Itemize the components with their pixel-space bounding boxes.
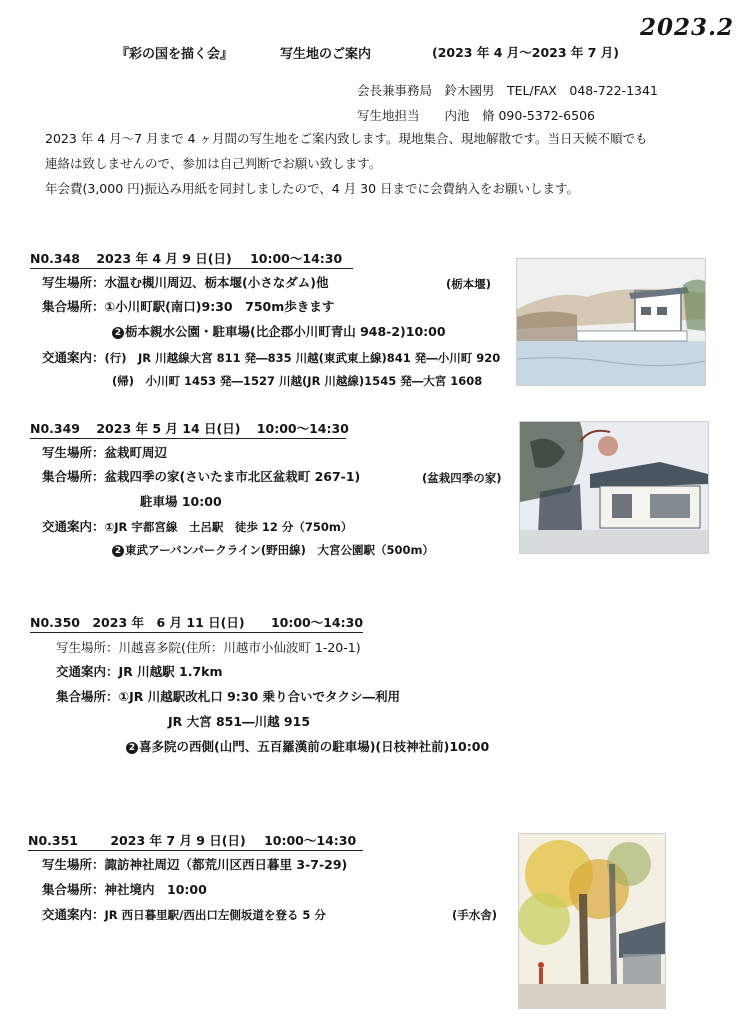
event-348-caption: (栃本堰) (446, 277, 492, 291)
event-349-meet-2: 駐車場 10:00 (140, 494, 222, 509)
place-value: 諏訪神社周辺（都荒川区西日暮里 3-7-29) (104, 857, 348, 872)
event-351-meet (42, 880, 207, 898)
event-351-caption: (手水舎) (452, 908, 498, 922)
access-label: 交通案内： (56, 664, 119, 679)
event-350-meet (56, 687, 400, 705)
place-value: 水温む槻川周辺、栃本堰(小さなダム)他 (104, 275, 329, 290)
event-time: 10:00～14:30 (270, 615, 364, 630)
meet-value-1: 神社境内 10:00 (104, 882, 207, 897)
meet-value-1: 盆栽四季の家(さいたま市北区盆栽町 267-1) (104, 469, 361, 484)
bonsai-house-painting (519, 421, 709, 554)
access-value-1: JR 川越駅 1.7km (118, 664, 223, 679)
doc-period: (2023 年 4 月～2023 年 7 月) (432, 45, 620, 60)
event-348-access-2: (帰) 小川町 1453 発―1527 川越(JR 川越線)1545 発―大宮 1608 (112, 374, 483, 388)
event-number: N0.349 (30, 421, 80, 436)
place-label: 写生場所： (42, 445, 105, 460)
access-value-1: JR 西日暮里駅/西出口左側坂道を登る 5 分 (104, 908, 326, 922)
event-348-meet-2 (112, 322, 446, 340)
access-value-2: 東武アーバンパークライン(野田線) 大宮公園駅（500m） (125, 543, 434, 557)
event-348-header (30, 249, 353, 269)
event-349-access (42, 517, 352, 535)
event-348-meet (42, 297, 334, 315)
intro-line-1: 2023 年 4 月～7 月まで 4 ヶ月間の写生地をご案内致します。現地集合、現地解散です。当日天候不順でも (45, 131, 648, 146)
place-value: 川越喜多院(住所：川越市小仙波町 1-20-1) (118, 640, 361, 655)
event-350-place (56, 638, 361, 656)
event-351-header (28, 831, 363, 851)
event-349-place (42, 443, 167, 461)
event-date: 2023 年 4 月 9 日(日) (96, 251, 232, 266)
event-350-access (56, 662, 222, 680)
meet-label: 集合場所： (42, 469, 105, 484)
doc-title: 『彩の国を描く会』 (116, 47, 234, 62)
handwritten-year-note: 2023.2 (640, 14, 735, 41)
event-350-meet-2 (126, 737, 489, 755)
event-351-access (42, 905, 326, 923)
event-349-header (30, 419, 349, 439)
event-349-meet (42, 467, 360, 485)
event-time: 10:00～14:30 (250, 251, 343, 266)
event-350-meet-1b: JR 大宮 851―川越 915 (168, 714, 311, 729)
event-date: 2023 年 7 月 9 日(日) (110, 833, 246, 848)
meet-value-2: 栃本親水公園・駐車場(比企郡小川町青山 948-2)10:00 (125, 324, 446, 339)
access-value-1: (行) JR 川越線大宮 811 発―835 川越(東武東上線)841 発―小川町 920 (104, 351, 501, 365)
event-348-access (42, 348, 500, 366)
access-label: 交通案内： (42, 519, 105, 534)
event-time: 10:00～14:30 (256, 421, 349, 436)
event-351-place (42, 855, 347, 873)
event-number: N0.348 (30, 251, 80, 266)
event-number: N0.351 (28, 833, 78, 848)
circled-number-icon: 2 (126, 742, 138, 754)
contact-president: 会長兼事務局 鈴木國男 TEL/FAX 048-722-1341 (357, 83, 658, 98)
meet-value-2: 喜多院の西側(山門、五百羅漢前の駐車場)(日枝神社前)10:00 (139, 739, 490, 754)
shrine-painting (518, 833, 666, 1009)
access-value-1: ①JR 宇都宮線 土呂駅 徒歩 12 分（750m） (104, 520, 353, 534)
doc-subtitle: 写生地のご案内 (280, 47, 372, 62)
event-time: 10:00～14:30 (264, 833, 357, 848)
place-label: 写生場所： (42, 275, 105, 290)
event-number: N0.350 (30, 615, 80, 630)
place-label: 写生場所： (56, 640, 119, 655)
intro-line-2: 連絡は致しませんので、参加は自己判断でお願い致します。 (45, 156, 382, 171)
event-date: 2023 年 6 月 11 日(日) (92, 615, 245, 630)
event-349-caption: (盆栽四季の家) (422, 471, 502, 485)
meet-label: 集合場所： (56, 689, 119, 704)
place-label: 写生場所： (42, 857, 105, 872)
meet-value-1: ①JR 川越駅改札口 9:30 乗り合いでタクシ―利用 (118, 689, 401, 704)
event-date: 2023 年 5 月 14 日(日) (96, 421, 241, 436)
circled-number-icon: 2 (112, 327, 124, 339)
event-348-place (42, 273, 328, 291)
access-label: 交通案内： (42, 907, 105, 922)
intro-line-3: 年会費(3,000 円)振込み用紙を同封しましたので、4 月 30 日までに会費納入をお願いします。 (45, 181, 580, 196)
event-349-access-2 (112, 542, 434, 558)
contact-site: 写生地担当 内池 脩 090-5372-6506 (357, 108, 595, 123)
circled-number-icon: 2 (112, 545, 124, 557)
access-label: 交通案内： (42, 350, 105, 365)
event-350-header (30, 613, 363, 633)
meet-label: 集合場所： (42, 882, 105, 897)
place-value: 盆栽町周辺 (104, 445, 168, 460)
meet-label: 集合場所： (42, 299, 105, 314)
weir-painting (516, 258, 706, 386)
meet-value-1: ①小川町駅(南口)9:30 750m歩きます (104, 299, 335, 314)
